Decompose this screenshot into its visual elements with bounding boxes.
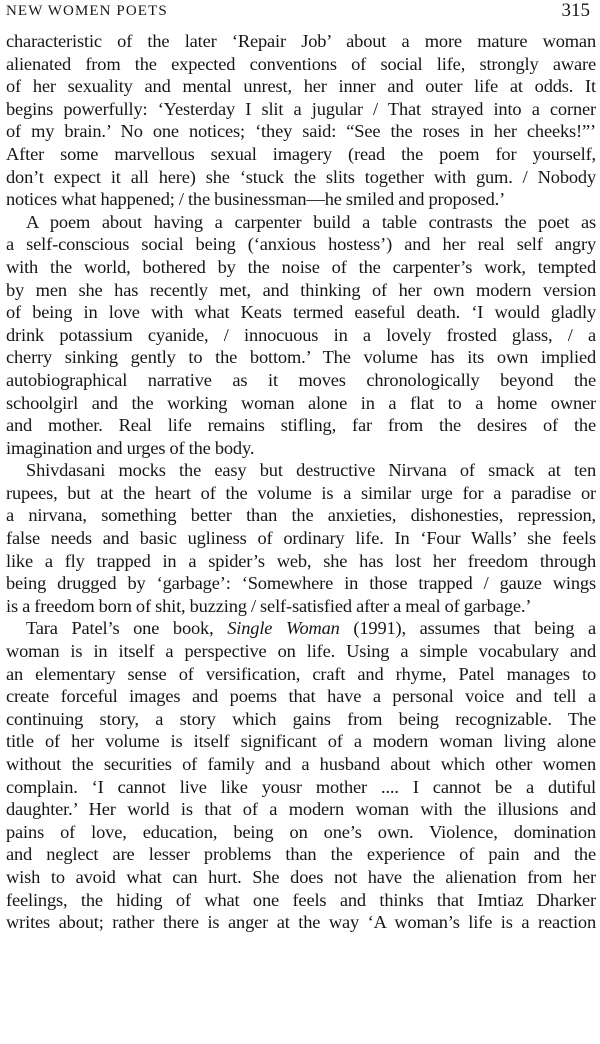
text-line: like a fly trapped in a spider’s web, she has lost her freedom through: [6, 550, 596, 571]
text-line: being drugged by ‘garbage’: ‘Somewhere in those trapped / gauze wings: [6, 573, 596, 594]
text-line: begins powerfully: ‘Yesterday I slit a jugular / That strayed into a corner: [6, 98, 596, 119]
running-head: [6, 0, 596, 30]
text-line: autobiographical narrative as it moves chronologically beyond the: [6, 369, 596, 390]
text-line: create forceful images and poems that have a personal voice and tell a: [6, 686, 596, 707]
text-run: (1991), assumes that being a: [339, 618, 596, 639]
text-line: and neglect are lesser problems than the experience of pain and the: [6, 844, 596, 865]
text-line: After some marvellous sexual imagery (read the poem for yourself,: [6, 143, 596, 164]
paragraph: [6, 459, 596, 617]
text-line: a nirvana, something better than the anxieties, dishonesties, repression,: [6, 505, 596, 526]
page-number: 315: [561, 0, 590, 21]
text-line: [6, 617, 596, 640]
paragraph: [6, 211, 596, 460]
paragraph: [6, 30, 596, 211]
text-line: cherry sinking gently to the bottom.’ The volume has its own implied: [6, 347, 596, 368]
text-line: is a freedom born of shit, buzzing / self-satisfied after a meal of garbage.’: [6, 595, 532, 616]
body-text: [6, 30, 596, 934]
text-line: wish to avoid what can hurt. She does not have the alienation from her: [6, 866, 596, 887]
text-line: an elementary sense of versification, craft and rhyme, Patel manages to: [6, 663, 596, 684]
text-line: a self-conscious social being (‘anxious hostess’) and her real self angry: [6, 234, 596, 255]
text-line: by men she has recently met, and thinking of her own modern version: [6, 279, 596, 300]
text-run: Tara Patel’s one book,: [26, 618, 228, 639]
text-line: pains of love, education, being on one’s own. Violence, domination: [6, 821, 596, 842]
text-line: schoolgirl and the working woman alone in a flat to a home owner: [6, 392, 596, 413]
text-line: daughter.’ Her world is that of a modern woman with the illusions and: [6, 799, 596, 820]
text-line: characteristic of the later ‘Repair Job’ about a more mature woman: [6, 31, 596, 51]
text-line: notices what happened; / the businessman—he smiled and proposed.’: [6, 189, 506, 210]
paragraph: [6, 617, 596, 933]
text-line: complain. ‘I cannot live like yousr mother .... I cannot be a dutiful: [6, 776, 596, 797]
text-line: title of her volume is itself significant of a modern woman living alone: [6, 731, 596, 752]
text-line: imagination and urges of the body.: [6, 437, 255, 458]
text-line: rupees, but at the heart of the volume is a similar urge for a paradise or: [6, 482, 596, 503]
text-line: without the securities of family and a husband about which other women: [6, 754, 596, 774]
text-line: alienated from the expected conventions of social life, strongly aware: [6, 53, 596, 74]
text-line: continuing story, a story which gains from being recognizable. The: [6, 708, 596, 729]
text-line: writes about; rather there is anger at the way ‘A woman’s life is a reaction: [6, 912, 596, 933]
text-line: of my brain.’ No one notices; ‘they said: “See the roses in her cheeks!”’: [6, 121, 596, 142]
text-line: woman is in itself a perspective on life. Using a simple vocabulary and: [6, 641, 596, 662]
text-line: and mother. Real life remains stifling, far from the desires of the: [6, 415, 596, 436]
text-line: feelings, the hiding of what one feels and thinks that Imtiaz Dharker: [6, 889, 596, 910]
text-line: don’t expect it all here) she ‘stuck the slits together with gum. / Nobody: [6, 166, 596, 187]
text-line: A poem about having a carpenter build a table contrasts the poet as: [26, 211, 596, 232]
text-line: of her sexuality and mental unrest, her inner and outer life at odds. It: [6, 76, 596, 97]
running-title: NEW WOMEN POETS: [6, 3, 168, 19]
book-title: Single Woman: [227, 618, 340, 639]
text-line: of being in love with what Keats termed easeful death. ‘I would gladly: [6, 302, 596, 323]
text-line: Shivdasani mocks the easy but destructive Nirvana of smack at ten: [26, 460, 596, 481]
text-line: with the world, bothered by the noise of the carpenter’s work, tempted: [6, 256, 596, 277]
text-line: false needs and basic ugliness of ordinary life. In ‘Four Walls’ she feels: [6, 528, 596, 549]
text-line: drink potassium cyanide, / innocuous in a lovely frosted glass, / a: [6, 324, 596, 345]
